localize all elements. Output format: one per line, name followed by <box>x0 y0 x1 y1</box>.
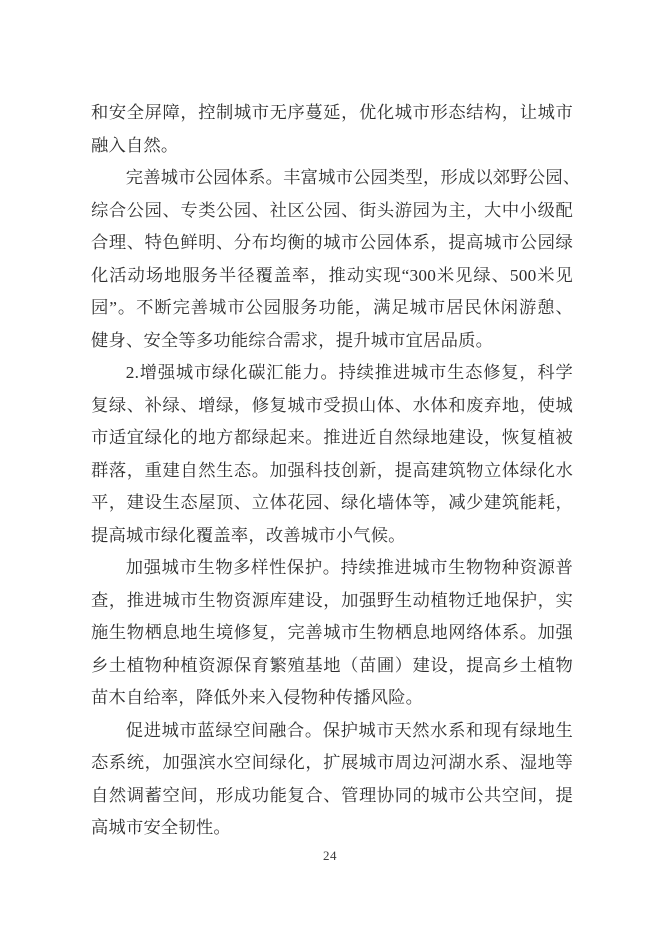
text-line: 市适宜绿化的地方都绿起来。推进近自然绿地建设，恢复植被 <box>91 428 573 447</box>
text-line: 完善城市公园体系。丰富城市公园类型，形成以郊野公园、 <box>125 168 581 187</box>
text-line: 态系统，加强滨水空间绿化，扩展城市周边河湖水系、湿地等 <box>91 753 573 772</box>
text-line: 苗木自给率，降低外来入侵物种传播风险。 <box>91 688 424 707</box>
text-line: 和安全屏障，控制城市无序蔓延，优化城市形态结构，让城市 <box>91 103 573 122</box>
text-line: 综合公园、专类公园、社区公园、街头游园为主，大中小级配 <box>91 200 573 220</box>
text-line: 查，推进城市生物资源库建设，加强野生动植物迁地保护，实 <box>91 590 573 610</box>
text-line: 园”。不断完善城市公园服务功能，满足城市居民休闲游憩、 <box>91 298 573 317</box>
text-line: 平，建设生态屋顶、立体花园、绿化墙体等，减少建筑能耗， <box>91 493 573 512</box>
text-line: 提高城市绿化覆盖率，改善城市小气候。 <box>91 525 406 545</box>
text-line: 乡土植物种植资源保育繁殖基地（苗圃）建设，提高乡土植物 <box>91 655 573 675</box>
text-line: 自然调蓄空间，形成功能复合、管理协同的城市公共空间，提 <box>91 785 573 805</box>
text-line: 融入自然。 <box>91 135 179 155</box>
text-line: 化活动场地服务半径覆盖率，推动实现“300米见绿、500米见 <box>91 265 573 285</box>
text-line: 群落，重建自然生态。加强科技创新，提高建筑物立体绿化水 <box>91 460 573 480</box>
text-line: 2.增强城市绿化碳汇能力。持续推进城市生态修复，科学 <box>125 363 573 382</box>
page-number: 24 <box>323 848 337 863</box>
text-line: 合理、特色鲜明、分布均衡的城市公园体系，提高城市公园绿 <box>91 233 573 252</box>
text-line: 促进城市蓝绿空间融合。保护城市天然水系和现有绿地生 <box>125 720 573 740</box>
text-line: 复绿、补绿、增绿，修复城市受损山体、水体和废弃地，使城 <box>91 395 573 415</box>
document-text <box>91 97 581 845</box>
text-line: 健身、安全等多功能综合需求，提升城市宜居品质。 <box>91 330 494 350</box>
text-line: 加强城市生物多样性保护。持续推进城市生物物种资源普 <box>125 558 573 577</box>
text-line: 施生物栖息地生境修复，完善城市生物栖息地网络体系。加强 <box>91 623 573 642</box>
text-line: 高城市安全韧性。 <box>91 818 231 837</box>
